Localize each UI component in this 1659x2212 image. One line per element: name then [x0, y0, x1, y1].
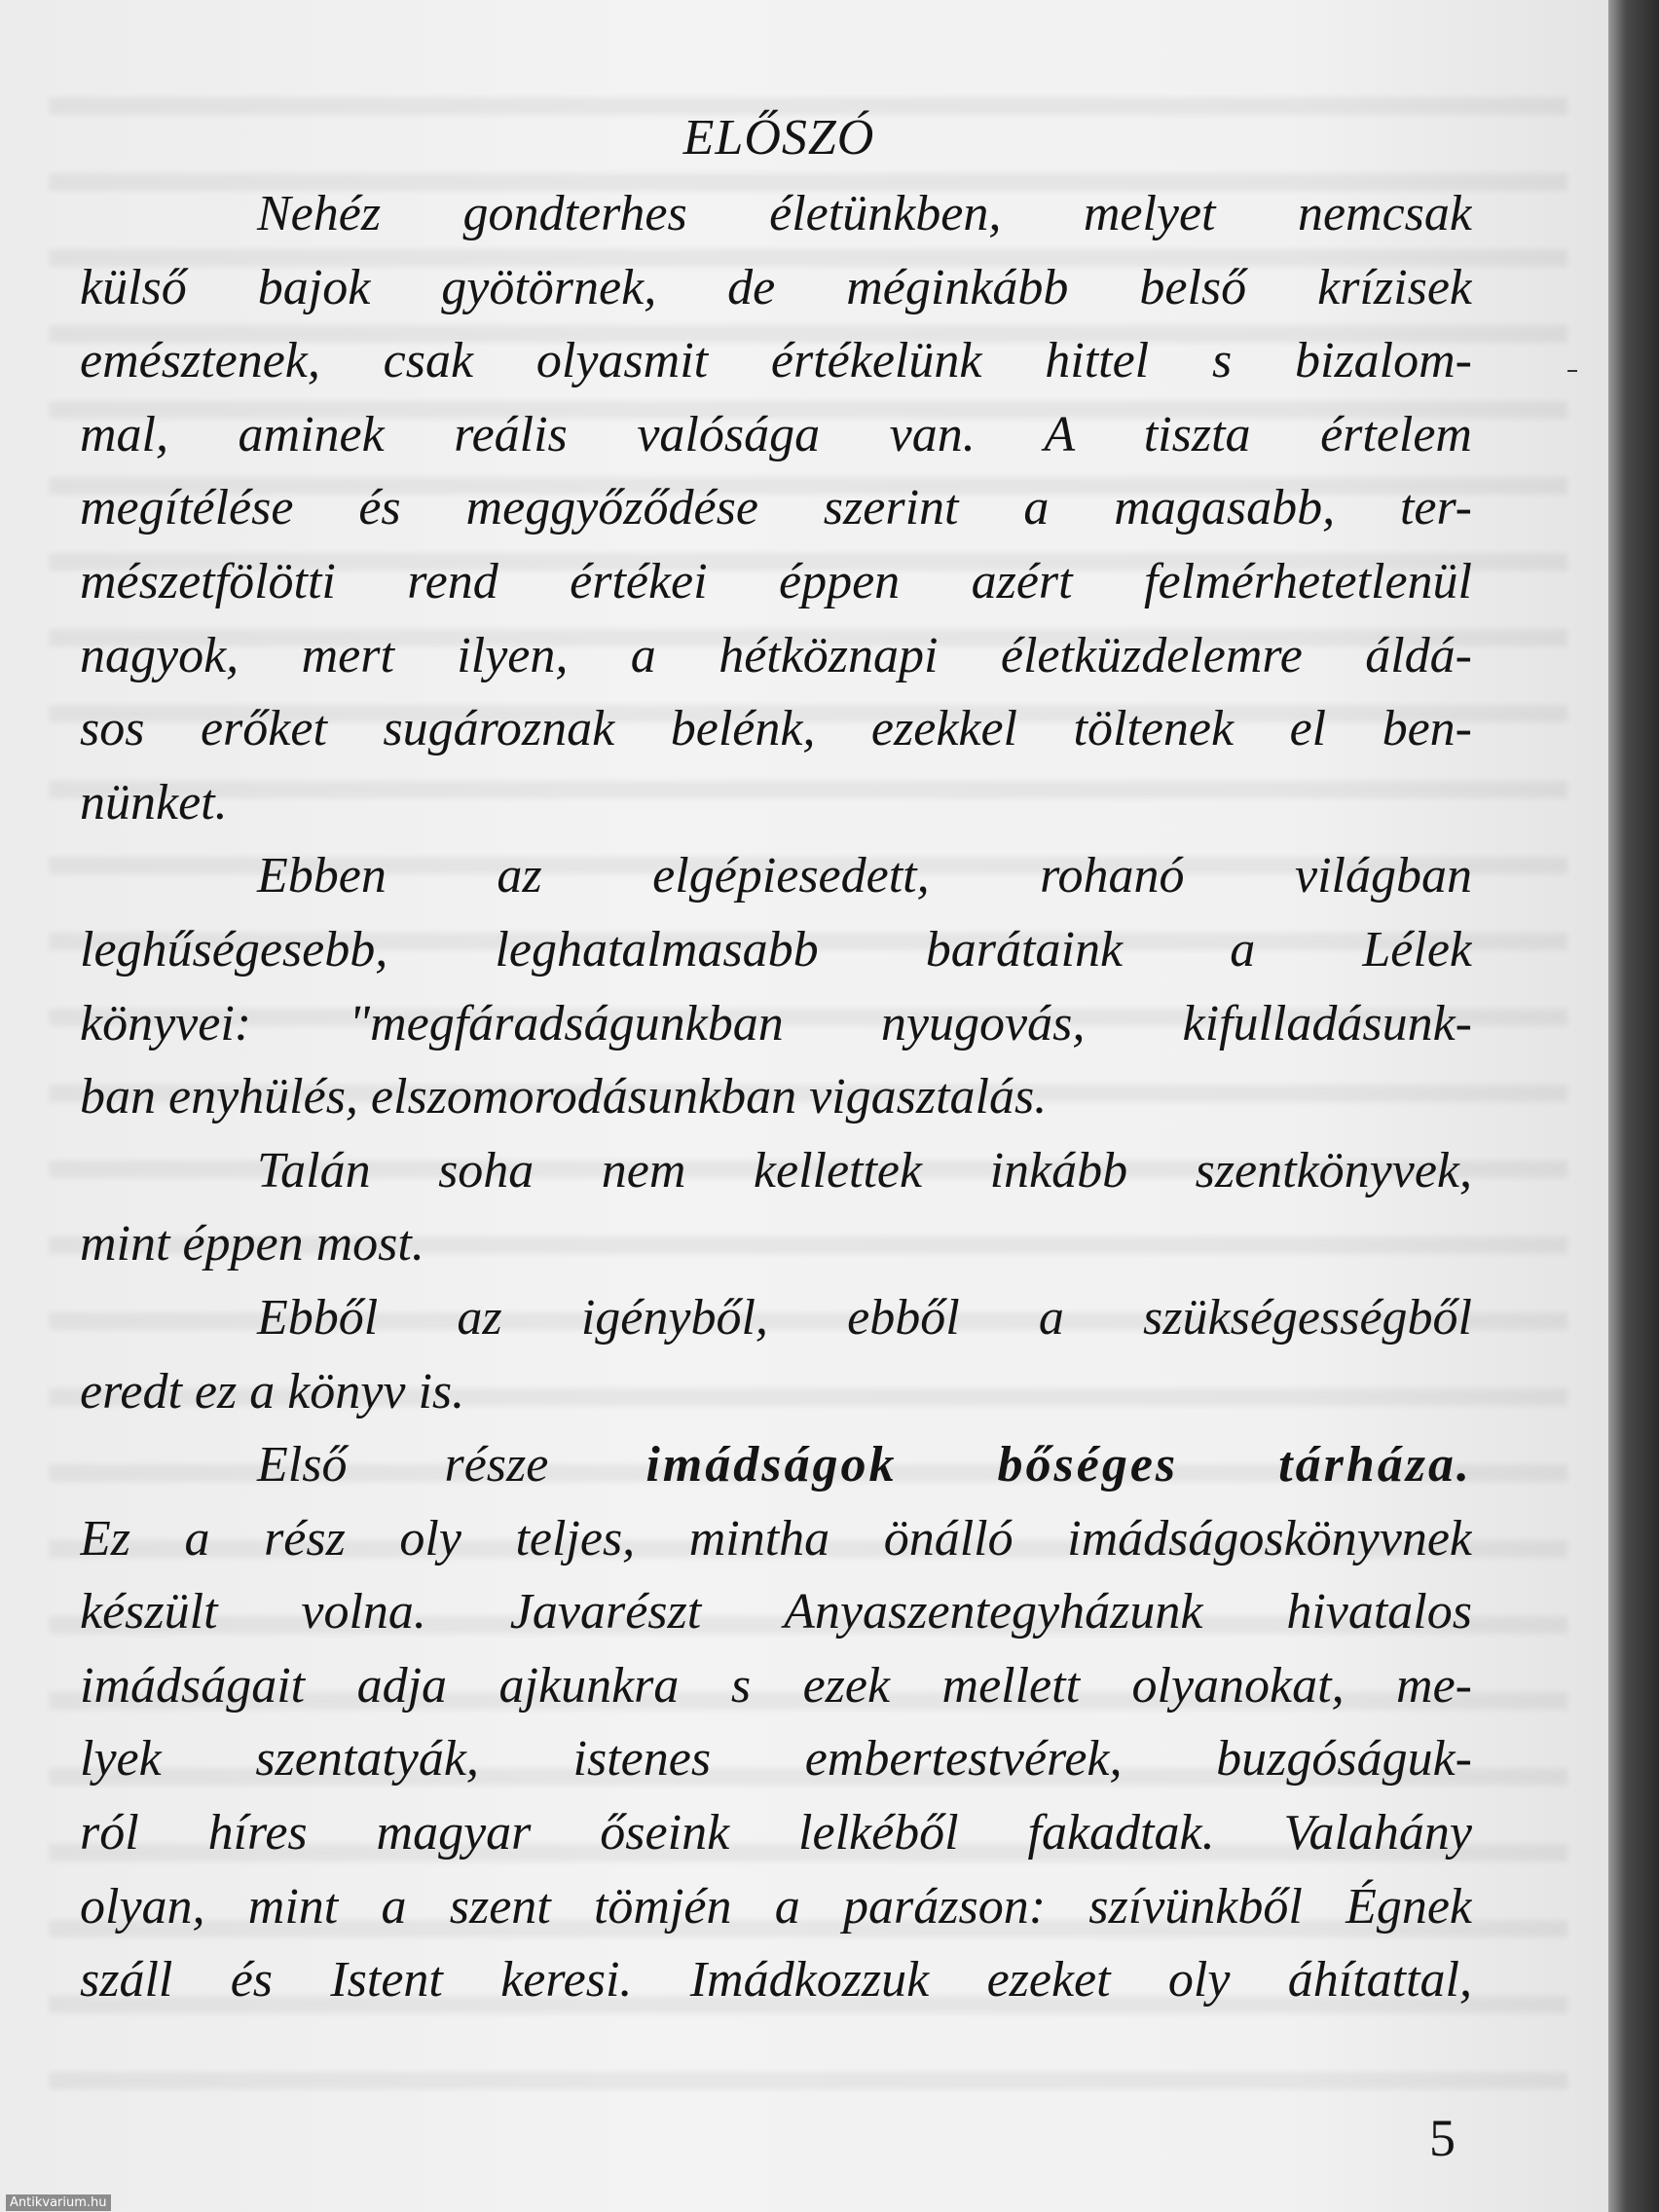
body-text [80, 177, 1472, 2017]
text-line: Talán soha nem kellettek inkább szentkönyvek, [257, 1142, 1472, 1198]
text-line: nagyok, mert ilyen, a hétköznapi életküzdelemre áldá- [80, 627, 1472, 683]
text-line: Ebből az igényből, ebből a szükségességből [257, 1289, 1472, 1346]
margin-mark [1567, 370, 1577, 372]
text-line: imádságait adja ajkunkra s ezek mellett olyanokat, me- [80, 1657, 1472, 1714]
text-line: mint éppen most. [80, 1216, 424, 1272]
text-line: nünket. [80, 774, 228, 830]
text-line: sos erőket sugároznak belénk, ezekkel töltenek el ben- [80, 701, 1472, 757]
page-number: 5 [1429, 2109, 1456, 2167]
text-line: ról híres magyar őseink lelkéből fakadtak. Valahány [80, 1805, 1472, 1862]
text-line: emésztenek, csak olyasmit értékelünk hittel s bizalom- [80, 333, 1472, 389]
text-line: ban enyhülés, elszomorodásunkban vigasztalás. [80, 1069, 1048, 1125]
text-line: lyek szentatyák, istenes embertestvérek, buzgóságuk- [80, 1731, 1472, 1788]
text-line: könyvei: "megfáradságunkban nyugovás, kifulladásunk- [80, 995, 1472, 1051]
bold-phrase: imádságok bőséges tárháza. [645, 1437, 1472, 1493]
text-line: olyan, mint a szent tömjén a parázson: szívünkből Égnek [80, 1878, 1472, 1935]
text-line: külső bajok gyötörnek, de méginkább belső krízisek [80, 259, 1472, 315]
text-line: száll és Istent keresi. Imádkozzuk ezeket oly áhítattal, [80, 1952, 1472, 2009]
text-line: megítélése és meggyőződése szerint a magasabb, ter- [80, 480, 1472, 536]
text-line: mészetfölötti rend értékei éppen azért felmérhetetlenül [80, 553, 1472, 609]
page-title: ELŐSZÓ [682, 110, 875, 166]
text-line: Ez a rész oly teljes, mintha önálló imádságoskönyvnek [80, 1510, 1472, 1567]
text-line: Ebben az elgépiesedett, rohanó világban [257, 848, 1472, 904]
text-line: mal, aminek reális valósága van. A tiszta értelem [80, 406, 1472, 462]
text-line: leghűségesebb, leghatalmasabb barátaink a Lélek [80, 921, 1472, 977]
text-line: eredt ez a könyv is. [80, 1363, 465, 1419]
text-segment: Első része [257, 1437, 549, 1493]
text-line: készült volna. Javarészt Anyaszentegyházunk hivatalos [80, 1584, 1472, 1641]
text-line-mixed [80, 1428, 1472, 1502]
watermark: Antikvarium.hu [6, 2194, 111, 2211]
page-edge-shadow [1608, 0, 1659, 2212]
text-line: Nehéz gondterhes életünkben, melyet nemcsak [257, 186, 1472, 241]
